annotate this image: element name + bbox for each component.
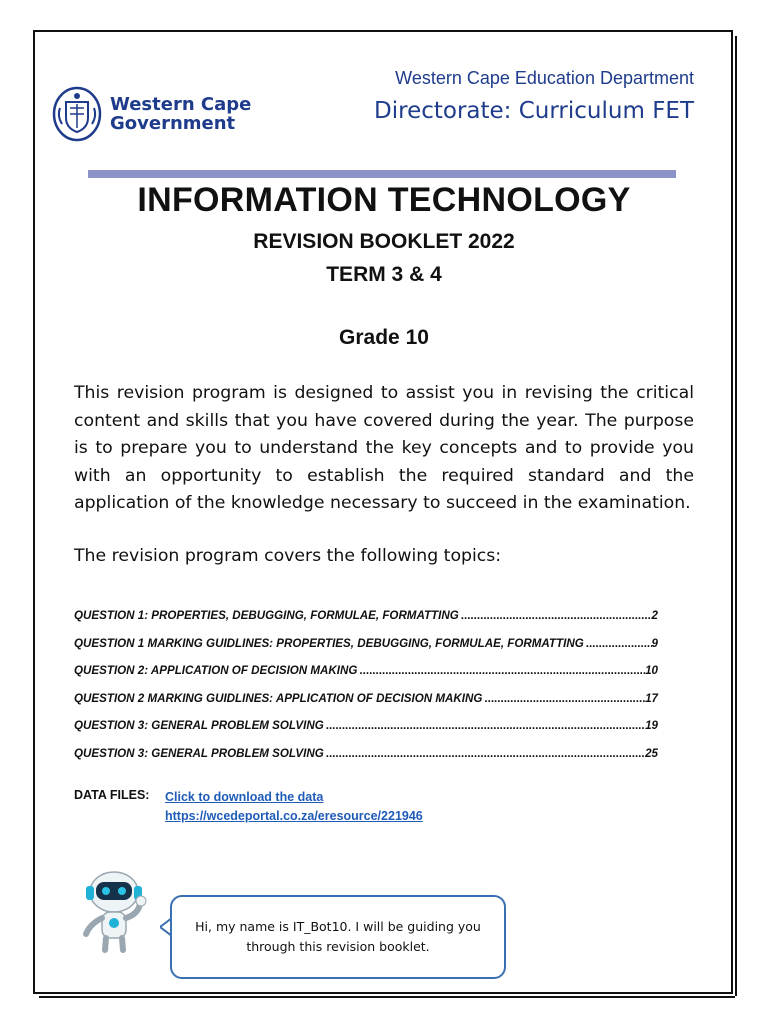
toc-entry-page: 25 [645, 746, 658, 760]
toc-entry-title: QUESTION 1 MARKING GUIDLINES: PROPERTIES, DEBUGGING, FORMULAE, FORMATTING [74, 636, 584, 650]
bot-speech-bubble [170, 895, 506, 979]
directorate-name: Directorate: Curriculum FET [374, 98, 694, 124]
toc-leader-dots [357, 661, 645, 689]
bot-message: Hi, my name is IT_Bot10. I will be guiding you through this revision booklet. [195, 919, 481, 954]
grade-label: Grade 10 [339, 326, 429, 349]
toc-entry-title: QUESTION 3: GENERAL PROBLEM SOLVING [74, 746, 324, 760]
download-data-link[interactable]: Click to download the data [165, 790, 324, 804]
toc-leader-dots [459, 606, 652, 634]
toc-entry-page: 19 [645, 719, 658, 732]
logo-wordmark: Western Cape Government [110, 94, 252, 134]
western-cape-government-logo [52, 86, 251, 142]
toc-leader-dots [324, 716, 645, 744]
intro-paragraph: This revision program is designed to assist you in revising the critical content and skills that you have covered during the year. The purpose is to prepare you to understand the key concepts and to provide you with an opportunity to establish the required standard and the application of the knowledge necessary to succeed in the examination. [74, 383, 694, 513]
header-divider [88, 170, 676, 178]
data-files-label: DATA FILES: [74, 788, 150, 802]
coat-of-arms-icon [52, 86, 102, 142]
term-label: TERM 3 & 4 [326, 263, 442, 286]
toc-entry[interactable] [74, 606, 658, 634]
toc-entry[interactable] [74, 689, 658, 717]
document-subtitle: REVISION BOOKLET 2022 [253, 230, 515, 253]
toc-entry-title: QUESTION 1: PROPERTIES, DEBUGGING, FORMULAE, FORMATTING [74, 609, 459, 622]
data-files-links [165, 788, 423, 826]
topics-lead: The revision program covers the following topics: [74, 546, 502, 566]
toc-entry[interactable] [74, 634, 658, 662]
department-name: Western Cape Education Department [395, 68, 694, 88]
toc-leader-dots [324, 744, 645, 772]
toc-entry-page: 17 [645, 691, 658, 705]
toc-entry-page: 9 [651, 636, 658, 650]
toc-entry-title: QUESTION 2 MARKING GUIDLINES: APPLICATION OF DECISION MAKING [74, 691, 483, 705]
toc-entry-title: QUESTION 3: GENERAL PROBLEM SOLVING [74, 719, 324, 732]
toc-entry-page: 2 [651, 609, 658, 622]
toc-entry[interactable] [74, 744, 658, 772]
toc-entry-page: 10 [645, 664, 658, 677]
toc-leader-dots [482, 689, 645, 717]
toc-entry[interactable] [74, 716, 658, 744]
robot-mascot-icon [72, 868, 156, 954]
toc-entry[interactable] [74, 661, 658, 689]
eresource-url-link[interactable]: https://wcedeportal.co.za/eresource/221946 [165, 809, 423, 823]
toc-entry-title: QUESTION 2: APPLICATION OF DECISION MAKING [74, 664, 358, 677]
toc-leader-dots [584, 634, 652, 662]
table-of-contents [74, 606, 658, 771]
document-title: INFORMATION TECHNOLOGY [137, 181, 631, 219]
